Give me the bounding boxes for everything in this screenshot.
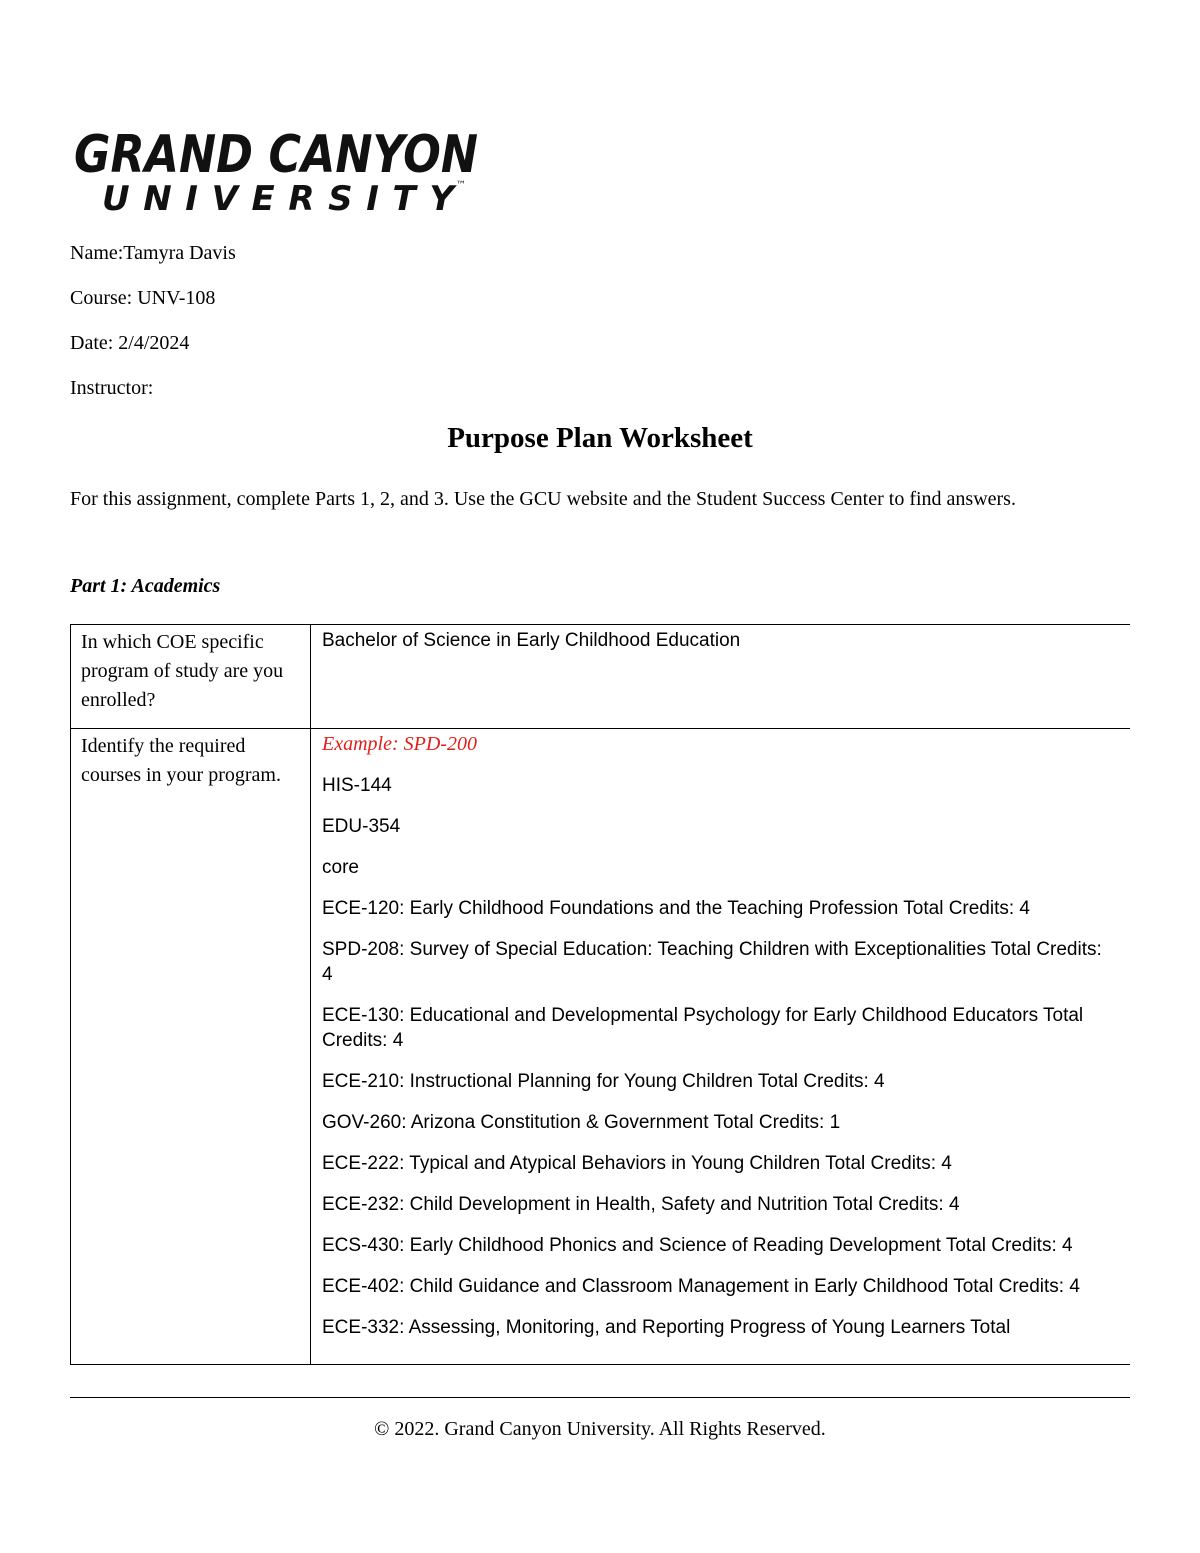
answer-cell[interactable] xyxy=(311,625,1131,729)
course-item: ECE-210: Instructional Planning for Young Children Total Credits: 4 xyxy=(322,1071,885,1092)
academics-table xyxy=(70,624,1130,1398)
date-line: Date: 2/4/2024 xyxy=(70,332,190,354)
logo-line2: UNIVERSITY xyxy=(102,179,454,219)
course-item: HIS-144 xyxy=(322,775,392,796)
course-item: ECS-430: Early Childhood Phonics and Science of Reading Development Total Credits: 4 xyxy=(322,1235,1073,1256)
course-item: SPD-208: Survey of Special Education: Teaching Children with Exceptionalities Total Credits: 4 xyxy=(322,939,1102,985)
part1-heading: Part 1: Academics xyxy=(70,575,221,597)
logo-trademark: ™ xyxy=(456,180,466,191)
course-item: ECE-120: Early Childhood Foundations and the Teaching Profession Total Credits: 4 xyxy=(322,898,1031,919)
program-answer: Bachelor of Science in Early Childhood Education xyxy=(322,630,741,651)
student-name: Name:Tamyra Davis xyxy=(70,242,236,264)
table-row xyxy=(71,625,1131,729)
question-cell: Identify the required courses in your program. xyxy=(71,729,311,1365)
university-logo xyxy=(72,122,492,222)
example-text: Example: SPD-200 xyxy=(322,733,477,755)
answer-cell[interactable] xyxy=(311,729,1131,1365)
course-item: ECE-232: Child Development in Health, Safety and Nutrition Total Credits: 4 xyxy=(322,1194,960,1215)
course-item: ECE-402: Child Guidance and Classroom Management in Early Childhood Total Credits: 4 xyxy=(322,1276,1080,1297)
course-item: ECE-332: Assessing, Monitoring, and Reporting Progress of Young Learners Total xyxy=(322,1317,1011,1338)
course-item: GOV-260: Arizona Constitution & Government Total Credits: 1 xyxy=(322,1112,841,1133)
course-item: ECE-130: Educational and Developmental Psychology for Early Childhood Educators Total Credits: 4 xyxy=(322,1005,1084,1051)
instructor-line: Instructor: xyxy=(70,377,154,399)
course-item: ECE-222: Typical and Atypical Behaviors in Young Children Total Credits: 4 xyxy=(322,1153,952,1174)
logo-line1: GRAND CANYON xyxy=(74,125,478,185)
table-row xyxy=(71,729,1131,1365)
page-title: Purpose Plan Worksheet xyxy=(447,422,753,454)
question-cell: In which COE specific program of study are you enrolled? xyxy=(71,625,311,729)
course-item: core xyxy=(322,857,359,878)
course-line: Course: UNV-108 xyxy=(70,287,216,309)
copyright-footer: © 2022. Grand Canyon University. All Rights Reserved. xyxy=(374,1418,826,1440)
instructions-paragraph: For this assignment, complete Parts 1, 2, and 3. Use the GCU website and the Student Success Center to find answers. xyxy=(70,488,1016,510)
course-item: EDU-354 xyxy=(322,816,401,837)
